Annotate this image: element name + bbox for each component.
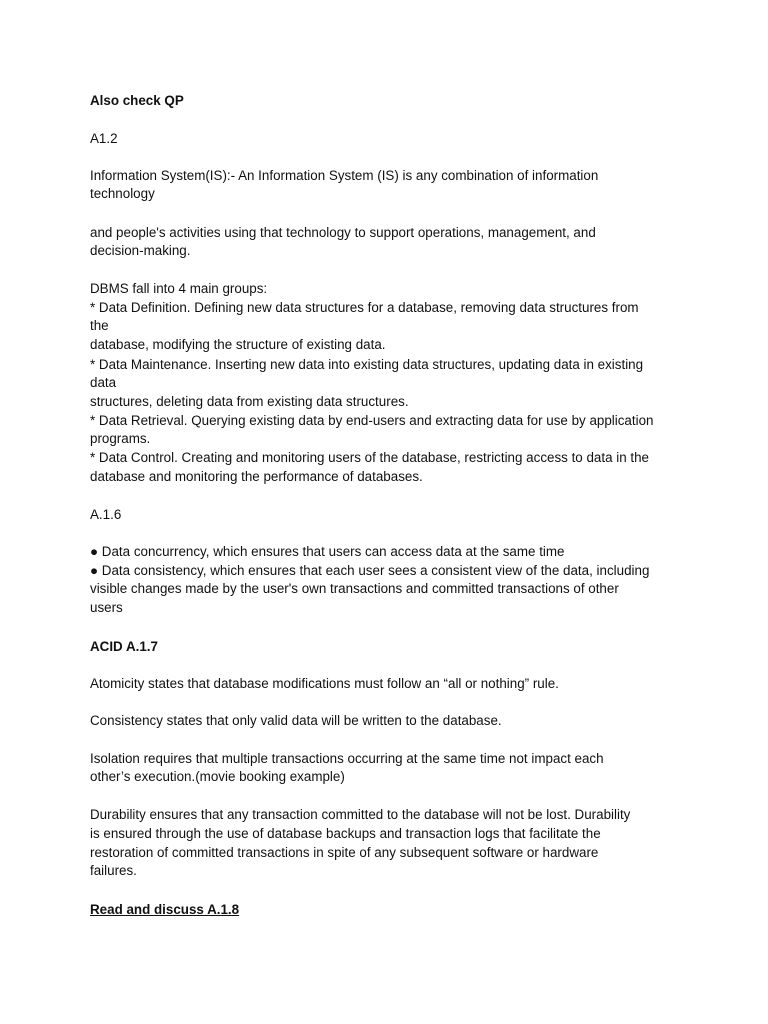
- dbms-item-line: programs.: [90, 431, 151, 446]
- isolation-text: Isolation requires that multiple transactions occurring at the same time not impact each: [90, 751, 604, 766]
- dbms-item-line: database, modifying the structure of existing data.: [90, 337, 386, 352]
- is-definition-line: technology: [90, 186, 155, 201]
- isolation-text: other’s execution.(movie booking example): [90, 769, 345, 784]
- atomicity-text: Atomicity states that database modifications must follow an “all or nothing” rule.: [90, 676, 559, 691]
- durability-text: Durability ensures that any transaction committed to the database will not be lost. Durability: [90, 807, 631, 822]
- is-definition-line: and people's activities using that technology to support operations, management, and: [90, 225, 596, 240]
- consistency-text: Consistency states that only valid data will be written to the database.: [90, 713, 502, 728]
- durability-text: is ensured through the use of database backups and transaction logs that facilitate the: [90, 826, 601, 841]
- durability-text: failures.: [90, 863, 137, 878]
- dbms-intro: DBMS fall into 4 main groups:: [90, 281, 268, 296]
- section-label-a16: A.1.6: [90, 507, 122, 522]
- dbms-item-line: structures, deleting data from existing data structures.: [90, 394, 409, 409]
- bullet-item: ● Data consistency, which ensures that each user sees a consistent view of the data, including: [90, 563, 650, 578]
- dbms-item-line: * Data Retrieval. Querying existing data by end-users and extracting data for use by application: [90, 413, 654, 428]
- is-definition-line: decision-making.: [90, 243, 191, 258]
- bullet-item: users: [90, 600, 123, 615]
- bullet-item: visible changes made by the user's own transactions and committed transactions of other: [90, 581, 619, 596]
- heading-acid: ACID A.1.7: [90, 639, 158, 654]
- heading-read-discuss: Read and discuss A.1.8: [90, 902, 240, 917]
- heading-also-check: Also check QP: [90, 93, 184, 108]
- dbms-item-line: data: [90, 375, 117, 390]
- is-definition-line: Information System(IS):- An Information System (IS) is any combination of information: [90, 168, 599, 183]
- bullet-item: ● Data concurrency, which ensures that users can access data at the same time: [90, 544, 565, 559]
- dbms-item-line: * Data Control. Creating and monitoring users of the database, restricting access to data in the: [90, 450, 649, 465]
- dbms-item-line: database and monitoring the performance of databases.: [90, 469, 423, 484]
- dbms-item-line: * Data Maintenance. Inserting new data into existing data structures, updating data in existing: [90, 357, 644, 372]
- dbms-item-line: the: [90, 318, 109, 333]
- durability-text: restoration of committed transactions in spite of any subsequent software or hardware: [90, 845, 599, 860]
- section-label-a12: A1.2: [90, 131, 118, 146]
- dbms-item-line: * Data Definition. Defining new data structures for a database, removing data structures from: [90, 300, 639, 315]
